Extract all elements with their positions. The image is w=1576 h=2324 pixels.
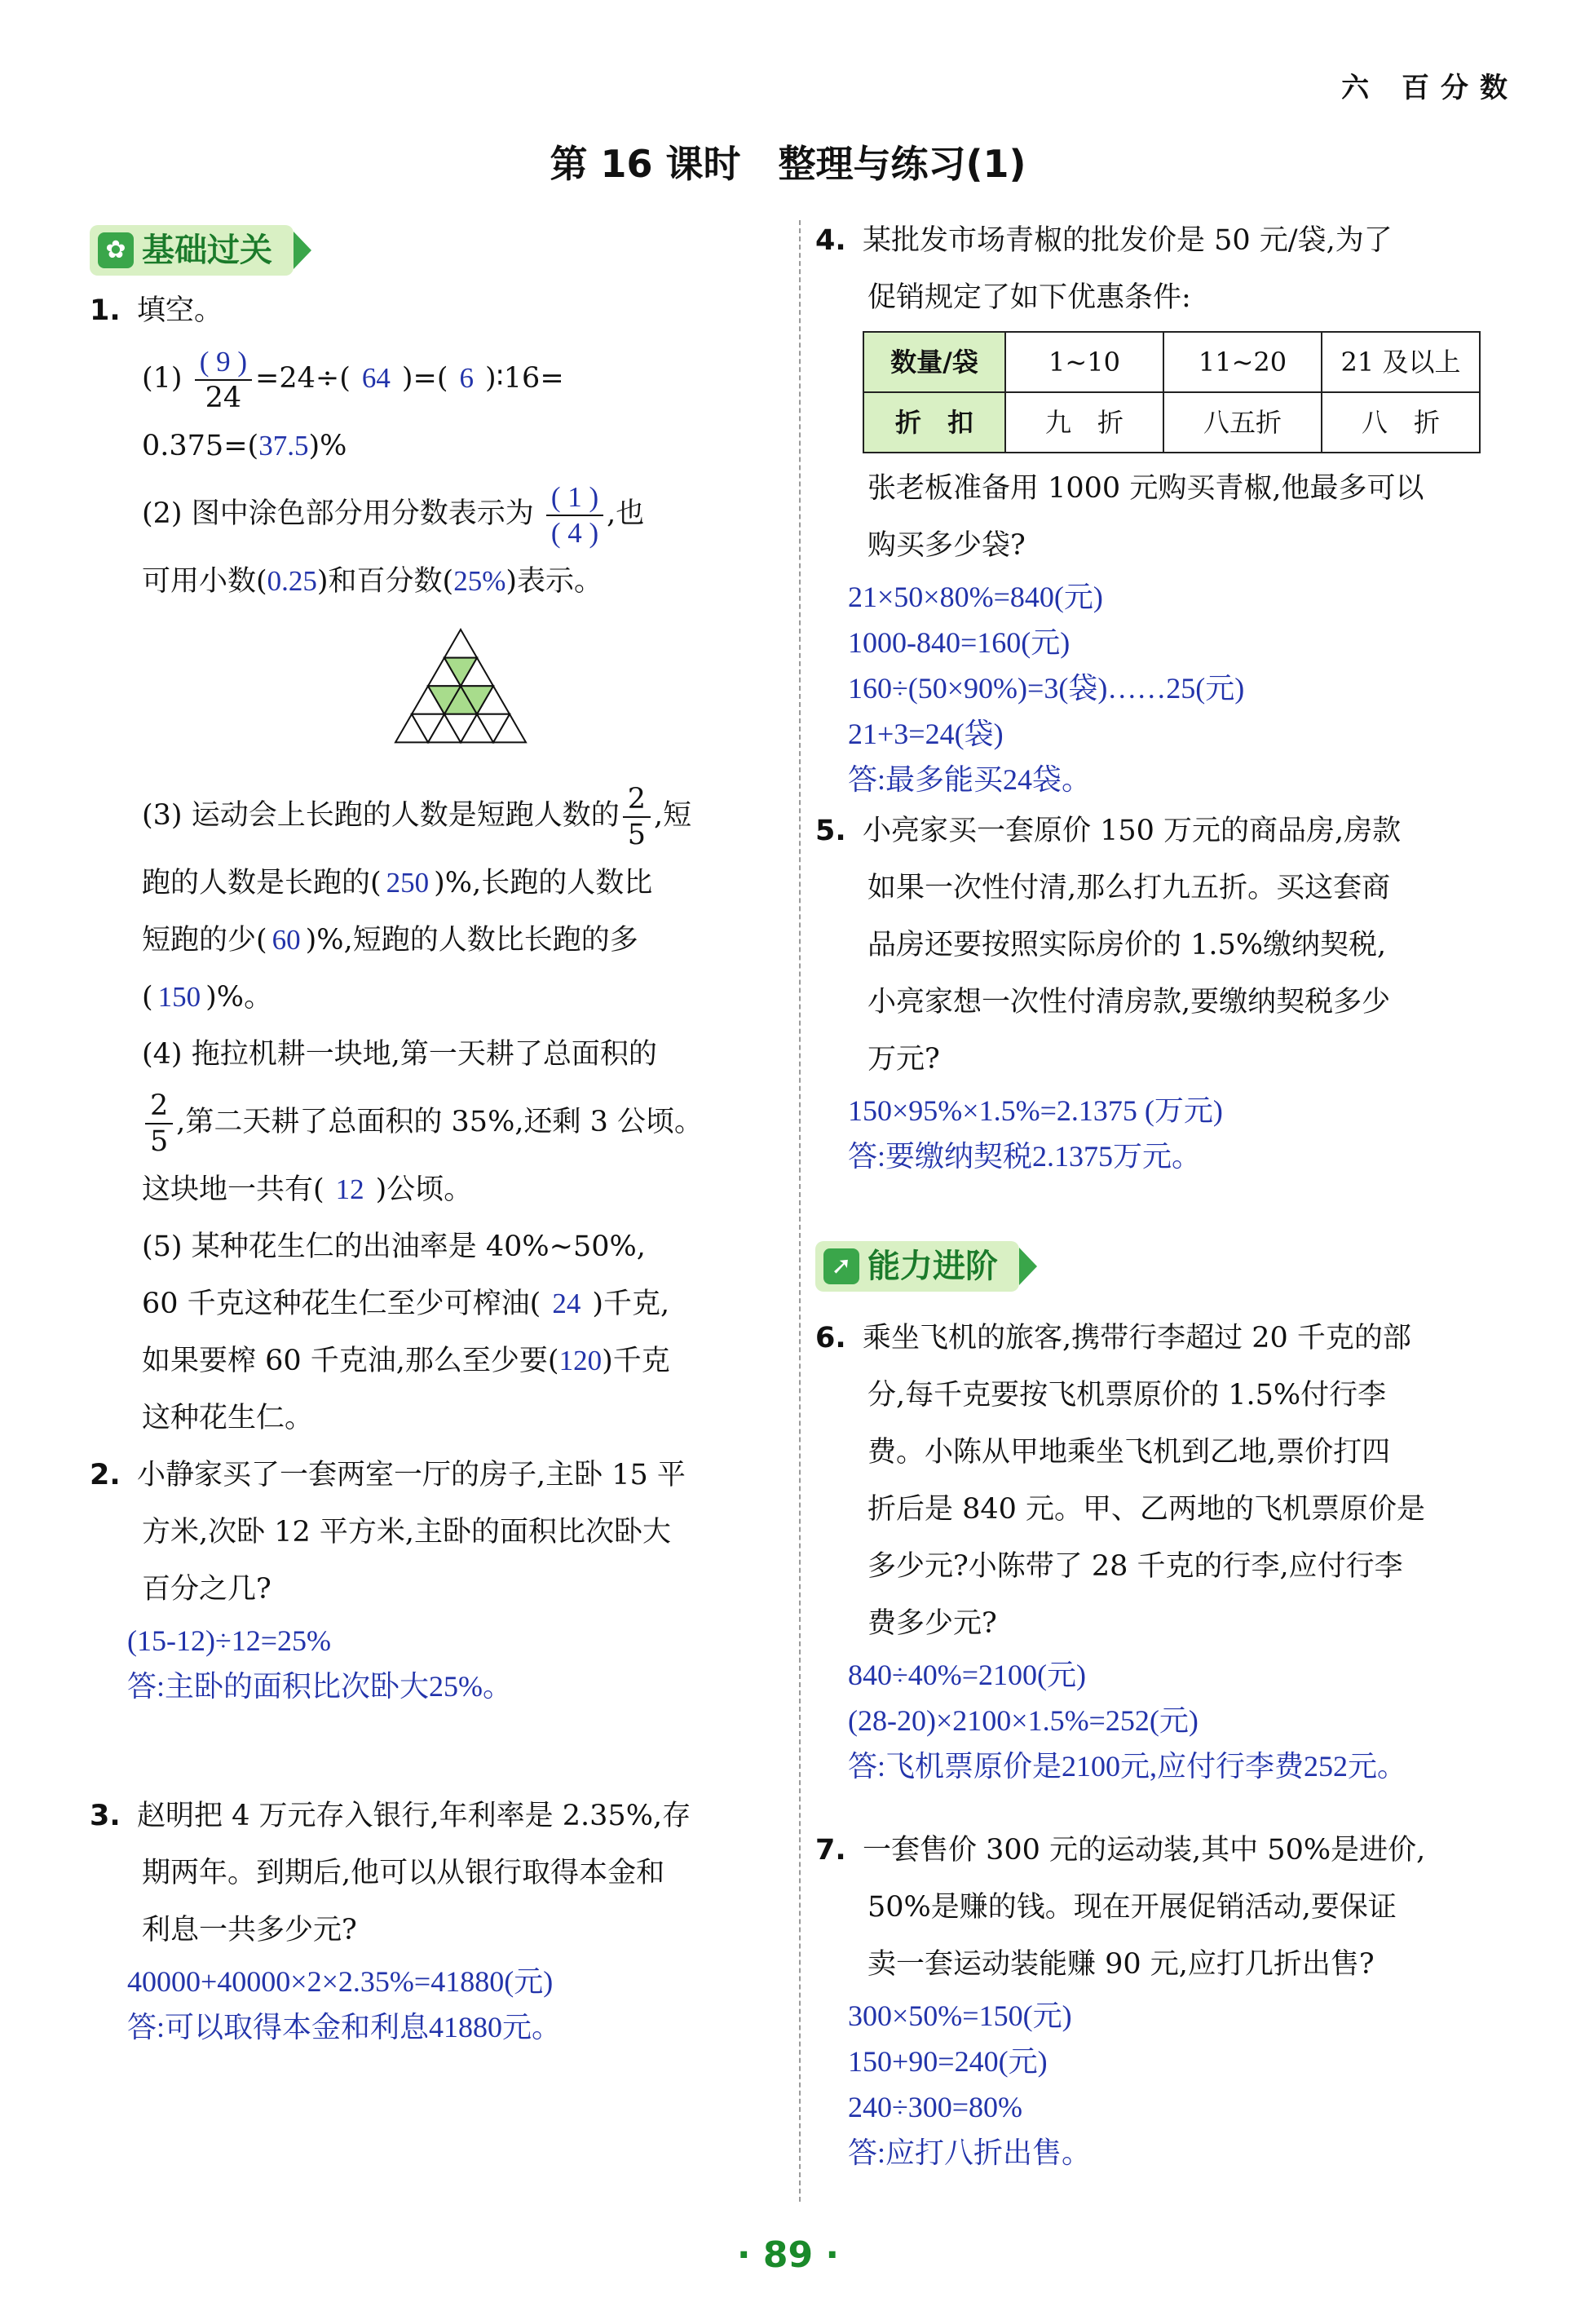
q1-stem: 1. 填空。 — [90, 294, 223, 327]
lesson-title: 第 16 课时 整理与练习(1) — [550, 142, 1026, 186]
q6-line6: 费多少元? — [867, 1607, 997, 1640]
table-cell: 11~20 — [1163, 332, 1322, 392]
q5-stem: 5. 小亮家买一套原价 150 万元的商品房,房款 — [815, 815, 1402, 847]
q6-calc2: (28-20)×2100×1.5%=252(元) — [848, 1704, 1199, 1737]
gear-icon: ✿ — [98, 232, 134, 268]
q1-part2: (2) 图中涂色部分用分数表示为 $\frac{( 1 )}{( 4 )}$ ,也 — [142, 480, 645, 549]
table-cell: 数量/袋 — [863, 332, 1005, 392]
page-number: · 89 · — [736, 2234, 840, 2276]
q6-calc1: 840÷40%=2100(元) — [848, 1659, 1087, 1691]
table-row — [863, 392, 1480, 453]
discount-table — [863, 331, 1481, 453]
q7-calc3: 240÷300=80% — [848, 2091, 1023, 2123]
q1-part4-l3: 这块地一共有( 12 )公顷。 — [142, 1173, 473, 1206]
q4-stem: 4. 某批发市场青椒的批发价是 50 元/袋,为了 — [815, 224, 1393, 257]
q7-line3: 卖一套运动装能赚 90 元,应打几折出售? — [867, 1948, 1375, 1981]
q1-part3-l3: 短跑的少( 60 )%,短跑的人数比长跑的多 — [142, 924, 638, 957]
q5-line2: 如果一次性付清,那么打九五折。买这套商 — [867, 872, 1391, 904]
q4-line2: 促销规定了如下优惠条件: — [867, 281, 1191, 314]
q5-line5: 万元? — [867, 1043, 940, 1076]
discount-table-wrap — [815, 331, 1533, 453]
q4-line3: 张老板准备用 1000 元购买青椒,他最多可以 — [867, 472, 1424, 505]
q2-stem: 2. 小静家买了一套两室一厅的房子,主卧 15 平 — [90, 1459, 686, 1491]
q1-part5: (5) 某种花生仁的出油率是 40%~50%, — [142, 1230, 646, 1263]
table-row — [863, 332, 1480, 392]
q5-line4: 小亮家想一次性付清房款,要缴纳契税多少 — [867, 986, 1391, 1018]
column-divider — [799, 220, 801, 2202]
q7-answer: 答:应打八折出售。 — [848, 2136, 1092, 2169]
table-cell: 八五折 — [1163, 392, 1322, 453]
q2-line2: 方米,次卧 12 平方米,主卧的面积比次卧大 — [142, 1516, 672, 1549]
table-cell: 1~10 — [1005, 332, 1163, 392]
q7-line2: 50%是赚的钱。现在开展促销活动,要保证 — [867, 1891, 1397, 1924]
table-cell: 折 扣 — [863, 392, 1005, 453]
q4-answer: 答:最多能买24袋。 — [848, 763, 1092, 796]
q5-answer: 答:要缴纳契税2.1375万元。 — [848, 1140, 1202, 1173]
q4-line4: 购买多少袋? — [867, 529, 1026, 562]
q6-line5: 多少元?小陈带了 28 千克的行李,应付行李 — [867, 1550, 1403, 1583]
q1-part3-l2: 跑的人数是长跑的( 250 )%,长跑的人数比 — [142, 867, 653, 899]
q1-part2-cont: 可用小数(0.25)和百分数(25%)表示。 — [142, 565, 603, 598]
q1-part1-cont: 0.375=(37.5)% — [142, 430, 347, 462]
q3-line3: 利息一共多少元? — [142, 1914, 357, 1946]
q1-part4-l2: $\frac{2}{5}$ ,第二天耕了总面积的 35%,还剩 3 公顷。 — [90, 1083, 783, 1161]
q7-calc2: 150+90=240(元) — [848, 2045, 1048, 2078]
q1-part3-l4: ( 150 )%。 — [142, 981, 273, 1014]
section-badge-advanced: ➚ 能力进阶 — [815, 1241, 1019, 1292]
q6-stem: 6. 乘坐飞机的旅客,携带行李超过 20 千克的部 — [815, 1322, 1411, 1354]
q4-calc1: 21×50×80%=840(元) — [848, 581, 1103, 613]
left-column — [90, 220, 783, 2050]
q3-answer-calc: 40000+40000×2×2.35%=41880(元) — [127, 1965, 554, 1998]
runner-icon: ➚ — [823, 1248, 859, 1284]
q6-line3: 费。小陈从甲地乘坐飞机到乙地,票价打四 — [867, 1436, 1391, 1469]
q1-part1: (1) $\frac{( 9 )}{24}$ =24÷( 64 )=( 6 )∶16= — [142, 345, 564, 414]
q2-answer-calc: (15-12)÷12=25% — [127, 1624, 332, 1657]
q6-line4: 折后是 840 元。甲、乙两地的飞机票原价是 — [867, 1493, 1426, 1526]
q3-stem: 3. 赵明把 4 万元存入银行,年利率是 2.35%,存 — [90, 1800, 691, 1832]
q4-calc2: 1000-840=160(元) — [848, 626, 1071, 659]
q2-answer: 答:主卧的面积比次卧大25%。 — [127, 1670, 512, 1703]
q1-part3: (3) 运动会上长跑的人数是短跑人数的 $\frac{2}{5}$ ,短 — [142, 782, 692, 851]
q1-part5-l3: 如果要榨 60 千克油,那么至少要(120)千克 — [142, 1345, 670, 1377]
q7-calc1: 300×50%=150(元) — [848, 1999, 1072, 2032]
table-cell: 八 折 — [1322, 392, 1480, 453]
q4-calc3: 160÷(50×90%)=3(袋)……25(元) — [848, 672, 1245, 705]
q1-part5-l2: 60 千克这种花生仁至少可榨油( 24 )千克, — [142, 1288, 670, 1320]
q4-calc4: 21+3=24(袋) — [848, 718, 1004, 750]
q3-answer: 答:可以取得本金和利息41880元。 — [127, 2011, 562, 2043]
q1-part5-l4: 这种花生仁。 — [142, 1402, 314, 1434]
table-cell: 21 及以上 — [1322, 332, 1480, 392]
triangle-figure — [90, 621, 783, 776]
q7-stem: 7. 一套售价 300 元的运动装,其中 50%是进价, — [815, 1834, 1426, 1867]
q5-line3: 品房还要按照实际房价的 1.5%缴纳契税, — [867, 929, 1387, 961]
q3-line2: 期两年。到期后,他可以从银行取得本金和 — [142, 1857, 665, 1889]
q6-line2: 分,每千克要按飞机票原价的 1.5%付行李 — [867, 1379, 1387, 1412]
q5-calc: 150×95%×1.5%=2.1375 (万元) — [848, 1094, 1223, 1127]
shaded-triangle-diagram — [379, 621, 542, 760]
right-column — [815, 212, 1533, 2176]
q2-line3: 百分之几? — [142, 1573, 271, 1606]
q1-part4: (4) 拖拉机耕一块地,第一天耕了总面积的 — [142, 1038, 657, 1071]
section-badge-basic: ✿ 基础过关 — [90, 225, 294, 276]
chapter-header: 六 百分数 — [1341, 72, 1519, 104]
table-cell: 九 折 — [1005, 392, 1163, 453]
q6-answer: 答:飞机票原价是2100元,应付行李费252元。 — [848, 1750, 1407, 1783]
